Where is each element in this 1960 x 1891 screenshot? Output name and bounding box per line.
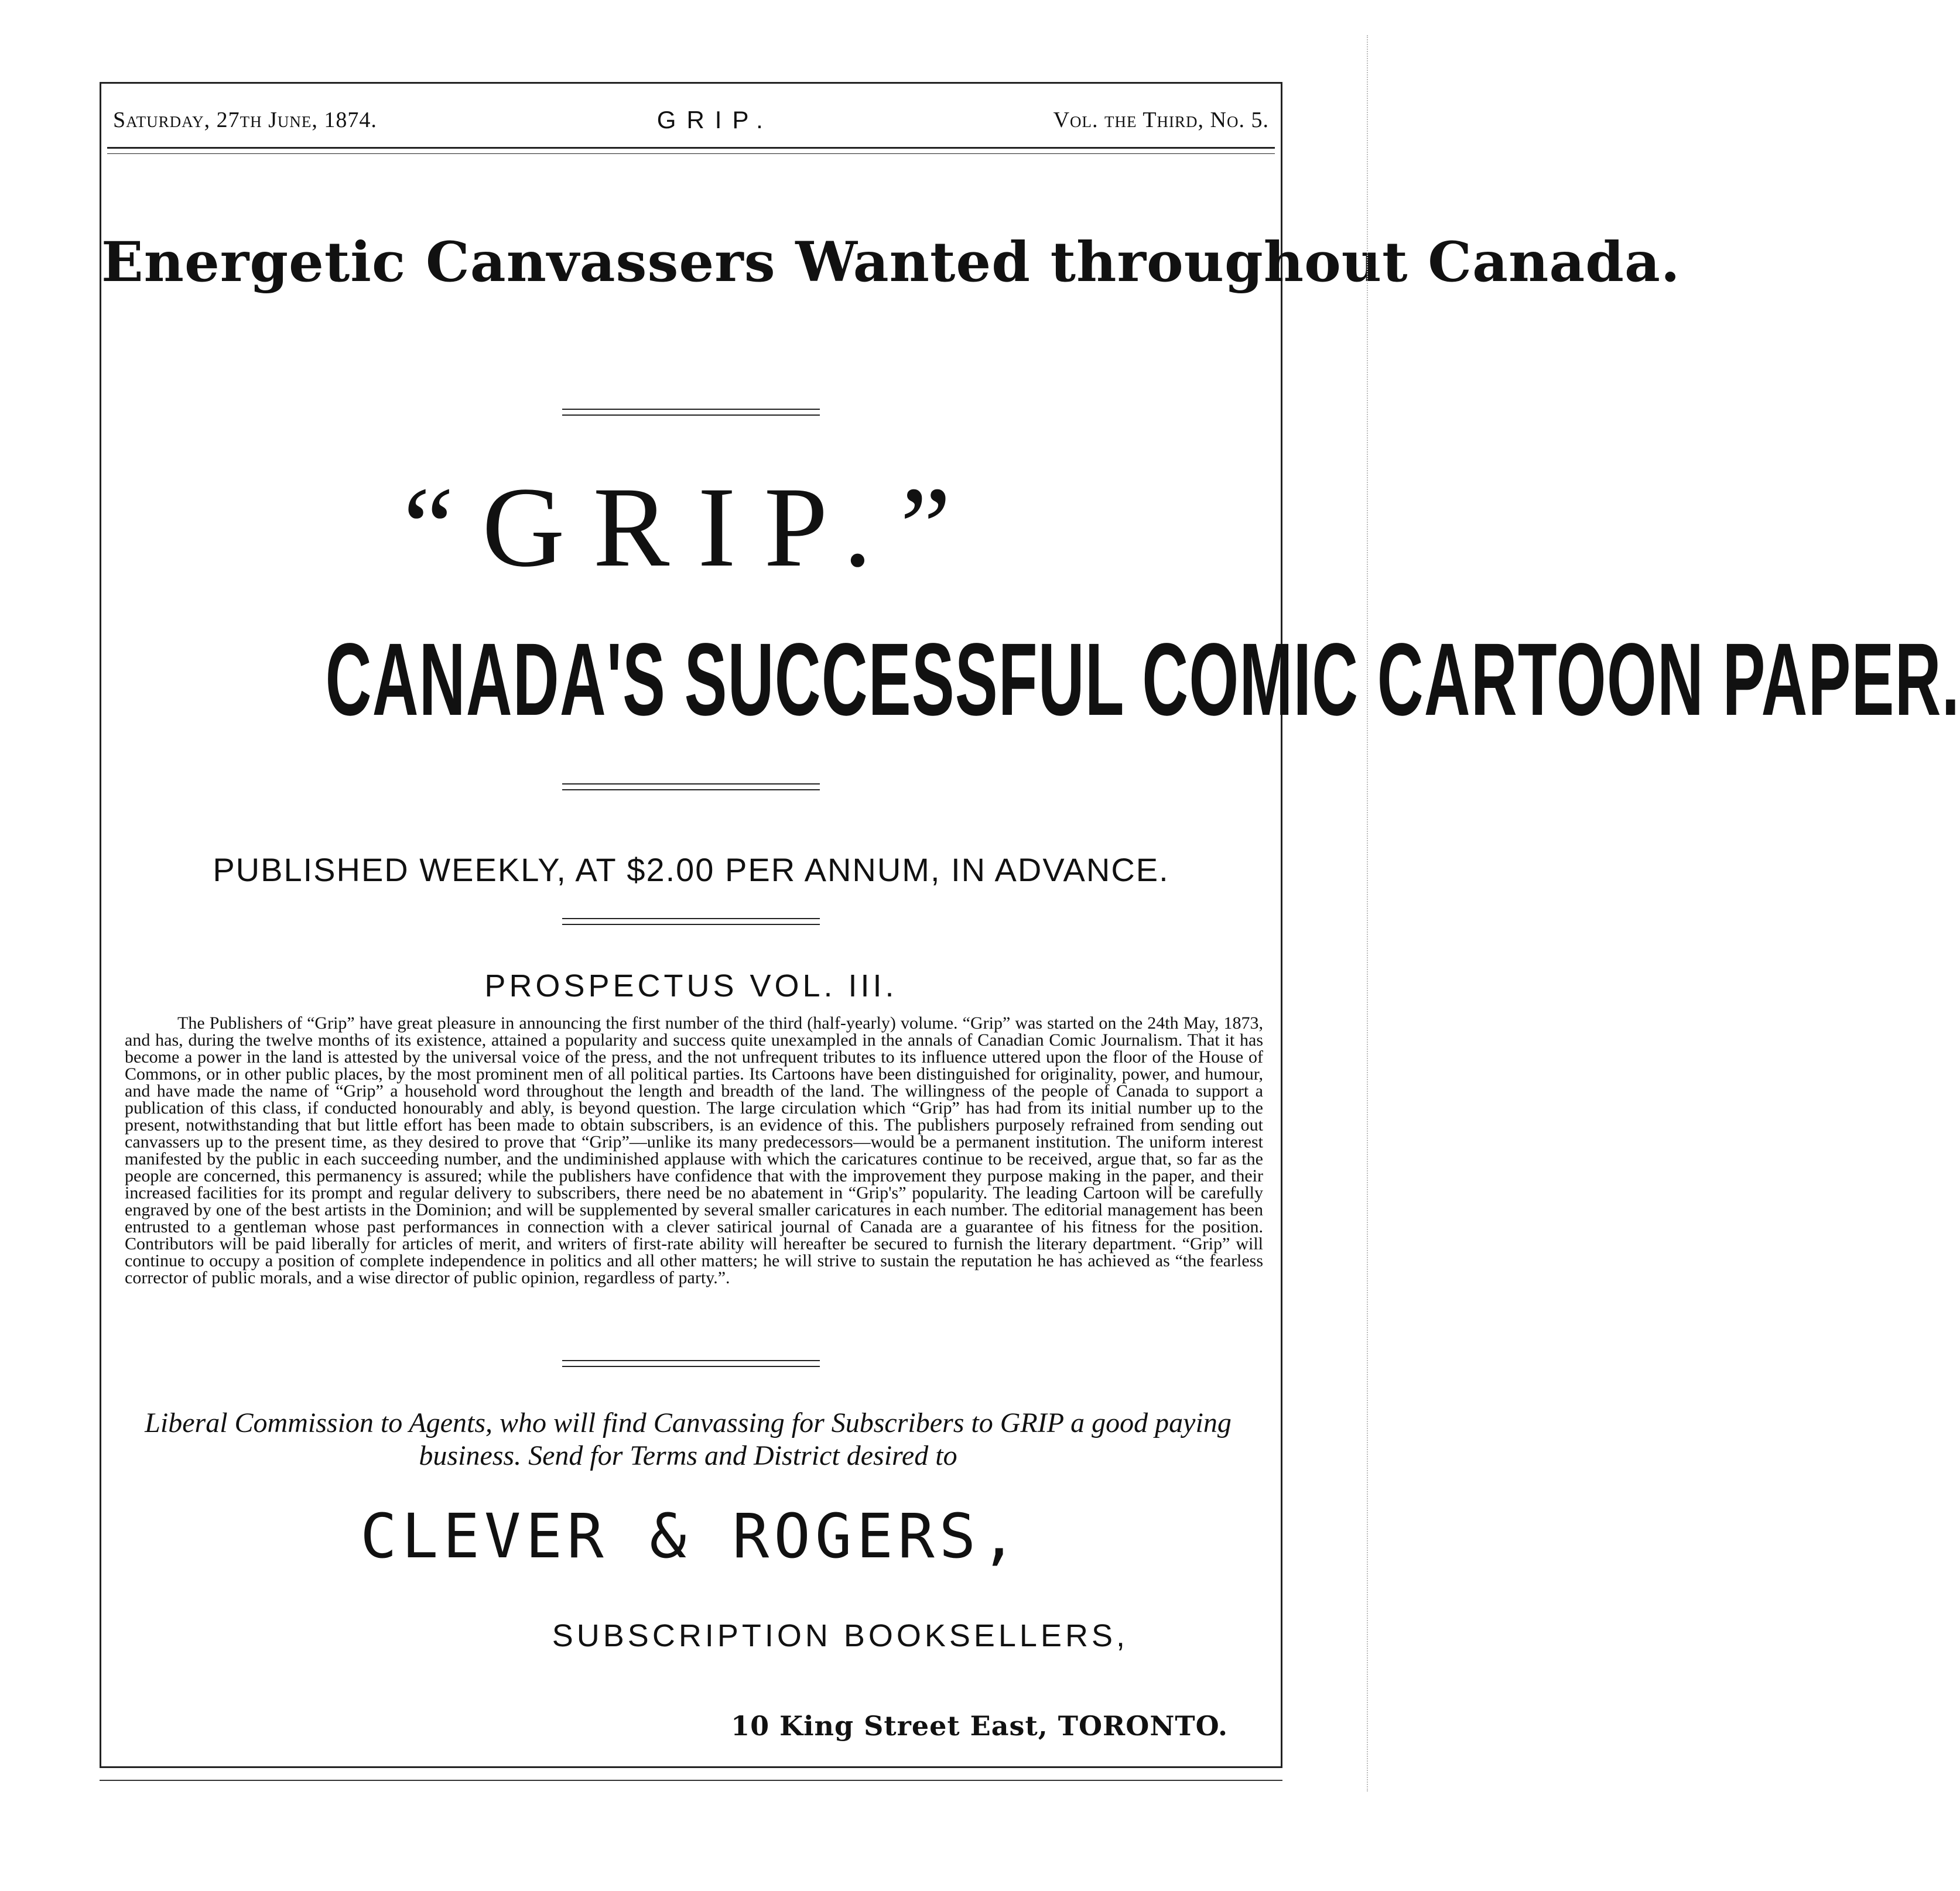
masthead-title: “GRIP.” — [403, 464, 979, 591]
newspaper-page — [100, 82, 1960, 1768]
prospectus-title: PROSPECTUS VOL. III. — [484, 968, 898, 1003]
paper-title: GRIP. — [656, 106, 774, 133]
divider-rule — [562, 918, 820, 925]
agents-commission-notice: Liberal Commission to Agents, who will find Canvassing for Subscribers to GRIP a good paying business. Send for Terms and District desired to — [145, 1407, 1232, 1471]
prospectus-body: The Publishers of “Grip” have great pleasure in announcing the first number of the third (half-yearly) volume. “Grip” was started on the 24th May, 1873, and has, during the twelve months of its existence, attained a popularity and success quite unexampled in the annals of Canadian Comic Journalism. That it has become a power in the land is attested by the universal voice of the press, and the not unfrequent tributes to its influence uttered upon the floor of the House of Commons, or in other public places, by the most prominent men of all political parties. Its Cartoons have been distinguished for originality, power, and humour, and have made the name of “Grip” a household word throughout the length and breadth of the land. The willingness of the people of Canada to support a publication of this class, if conducted honourably and ably, is beyond question. The large circulation which “Grip” has had from its initial number up to the present, notwithstanding that but little effort has been made to obtain subscribers, is an evidence of this. The publishers purposely refrained from sending out canvassers up to the present time, as they desired to prove that “Grip”—unlike its many predecessors—would be a permanent institution. The uniform interest manifested by the public in each succeeding number, and the undiminished applause with which the caricatures continue to be received, argue that, so far as the people are concerned, this permanency is assured; while the publishers have confidence that with the improvement they purpose making in the paper, and their increased facilities for its prompt and regular delivery to subscribers, there need be no abatement in “Grip's” popularity. The leading Cartoon will be carefully engraved by one of the best artists in the Dominion; and will be supplemented by several smaller caricatures in each number. The editorial management has been entrusted to a gentleman whose past performances in connection with a clever satirical journal of Canada are a guarantee of his fitness for the position. Contributors will be paid liberally for articles of merit, and writers of first-rate ability will hereafter be secured to furnish the literary department. “Grip” will continue to occupy a position of complete independence in politics and all other matters; he will strive to sustain the reputation he has achieved as “the fearless corrector of public morals, and a wise director of public opinion, regardless of party.”. — [125, 1013, 1263, 1287]
page-header — [113, 102, 1269, 138]
firm-description: SUBSCRIPTION BOOKSELLERS, — [552, 1618, 1128, 1653]
subscription-terms: PUBLISHED WEEKLY, AT $2.00 PER ANNUM, IN ADVANCE. — [213, 851, 1169, 888]
divider-rule — [562, 1360, 820, 1367]
bottom-rule — [100, 1780, 1282, 1781]
canvassers-headline: Energetic Canvassers Wanted throughout Canada. — [101, 230, 1681, 294]
firm-name: CLEVER & ROGERS, — [360, 1501, 1022, 1572]
firm-address: 10 King Street East, TORONTO. — [731, 1710, 1228, 1742]
divider-rule — [562, 783, 820, 790]
page-edge — [1367, 35, 1374, 1791]
volume-number: Vol. the Third, No. 5. — [1053, 108, 1269, 132]
issue-date: Saturday, 27th June, 1874. — [113, 108, 377, 132]
header-rule — [107, 147, 1275, 154]
cartoon-paper-headline: CANADA'S SUCCESSFUL COMIC CARTOON PAPER. — [325, 622, 1960, 737]
divider-rule — [562, 409, 820, 416]
